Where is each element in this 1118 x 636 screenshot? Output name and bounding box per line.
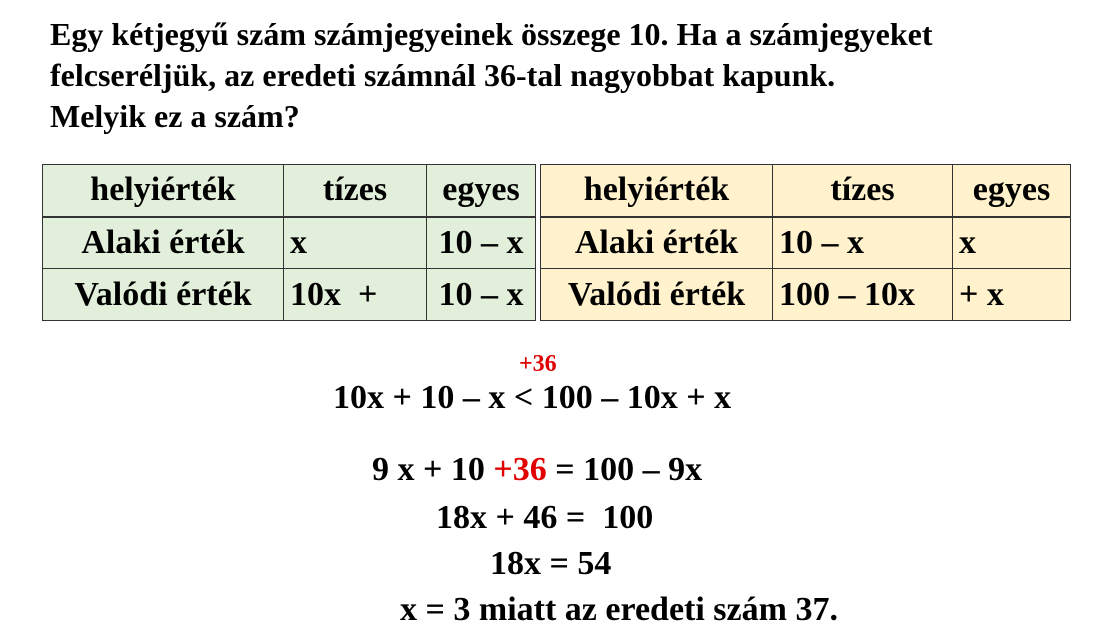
table-cell: 100 – 10x [773,269,953,321]
equation-step-1-left: 9 x + 10 [372,451,494,488]
table-cell: x [953,217,1071,269]
problem-statement [50,14,1116,137]
table-cell: Valódi érték [43,269,284,321]
table-cell: 10x + [284,269,427,321]
problem-line-3: Melyik ez a szám? [50,98,300,134]
equation-step-1-right: = 100 – 9x [546,451,703,488]
header-cell: egyes [427,165,536,217]
table-cell: Valódi érték [541,269,773,321]
table-cell: x [284,217,427,269]
conclusion: x = 3 miatt az eredeti szám 37. [400,591,838,628]
equation-step-2: 18x + 46 = 100 [436,499,654,536]
inequality-annotation: +36 [519,351,557,377]
table-row [43,217,536,269]
equation-step-3: 18x = 54 [490,545,612,582]
equation-step-1 [372,450,702,490]
table-row [541,269,1071,321]
table-header-row [43,165,536,217]
table-header-row [541,165,1071,217]
table-cell: + x [953,269,1071,321]
header-cell: helyiérték [541,165,773,217]
place-value-table-original [42,164,536,321]
table-row [541,217,1071,269]
table-cell: 10 – x [773,217,953,269]
problem-line-2: felcseréljük, az eredeti számnál 36-tal nagyobbat kapunk. [50,57,836,93]
problem-line-1: Egy kétjegyű szám számjegyeinek összege 10. Ha a számjegyeket [50,16,933,52]
table-cell: Alaki érték [541,217,773,269]
header-cell: helyiérték [43,165,284,217]
place-value-table-swapped [540,164,1071,321]
table-cell: Alaki érték [43,217,284,269]
table-cell: 10 – x [427,217,536,269]
header-cell: egyes [953,165,1071,217]
table-row [43,269,536,321]
header-cell: tízes [773,165,953,217]
header-cell: tízes [284,165,427,217]
equation-inequality: 10x + 10 – x < 100 – 10x + x [333,379,732,416]
equation-step-1-highlight: +36 [493,451,547,488]
table-cell: 10 – x [427,269,536,321]
